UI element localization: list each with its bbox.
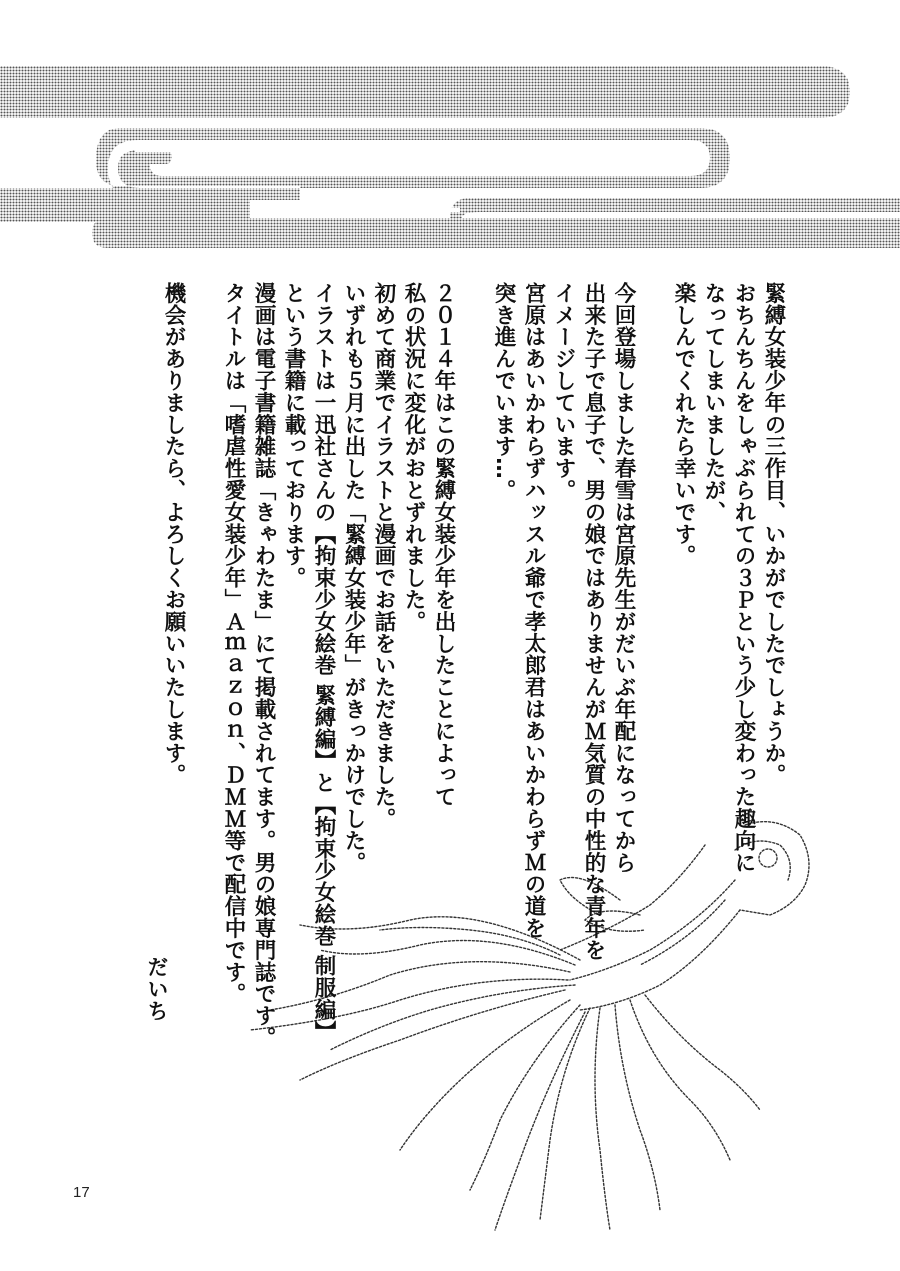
- cloud-decoration: [0, 0, 900, 280]
- text-line: 突き進んでいます…。: [491, 282, 516, 501]
- text-line: 私の状況に変化がおとずれました。: [401, 282, 426, 633]
- paragraph-2: [488, 282, 638, 1042]
- text-line: ２０１４年はこの緊縛女装少年を出したことによって: [431, 282, 456, 808]
- text-line: 緊縛女装少年の三作目、いかがでしたでしょうか。: [761, 282, 786, 786]
- text-line: 漫画は電子書籍雑誌「きゃわたま」にて掲載されてます。男の娘専門誌です。: [251, 282, 276, 1049]
- text-line: 機会がありましたら、よろしくお願いいたします。: [161, 282, 186, 786]
- text-line: いずれも５月に出した「緊縛女装少年」がきっかけでした。: [341, 282, 366, 874]
- text-line: 楽しんでくれたら幸いです。: [671, 282, 696, 567]
- text-line: イメージしています。: [551, 282, 576, 501]
- paragraph-3: [218, 282, 458, 1049]
- page-number: 17: [73, 1184, 90, 1201]
- paragraph-closing: [158, 282, 188, 1042]
- text-line: 初めて商業でイラストと漫画でお話をいただきました。: [371, 282, 396, 830]
- text-line: おちんちんをしゃぶられての３Ｐという少し変わった趣向に: [731, 282, 756, 874]
- text-line: タイトルは「嗜虐性愛女装少年」Ａｍａｚｏｎ、ＤＭＭ等で配信中です。: [221, 282, 246, 1005]
- text-line: 今回登場しました春雪は宮原先生がだいぶ年配になってから: [611, 282, 636, 874]
- text-line: 宮原はあいかわらずハッスル爺で孝太郎君はあいかわらずＭの道を: [521, 282, 546, 939]
- paragraph-1: [668, 282, 788, 1042]
- text-line: イラストは一迅社さんの【拘束少女絵巻 緊縛編】と【拘束少女絵巻 制服編】: [311, 282, 336, 1043]
- afterword-text: [158, 282, 788, 1049]
- author-signature: だいち: [145, 956, 169, 1022]
- text-line: なってしまいましたが、: [701, 282, 726, 523]
- text-line: という書籍に載っております。: [281, 282, 306, 589]
- text-line: 出来た子で息子で、男の娘ではありませんがＭ気質の中性的な青年を: [581, 282, 606, 961]
